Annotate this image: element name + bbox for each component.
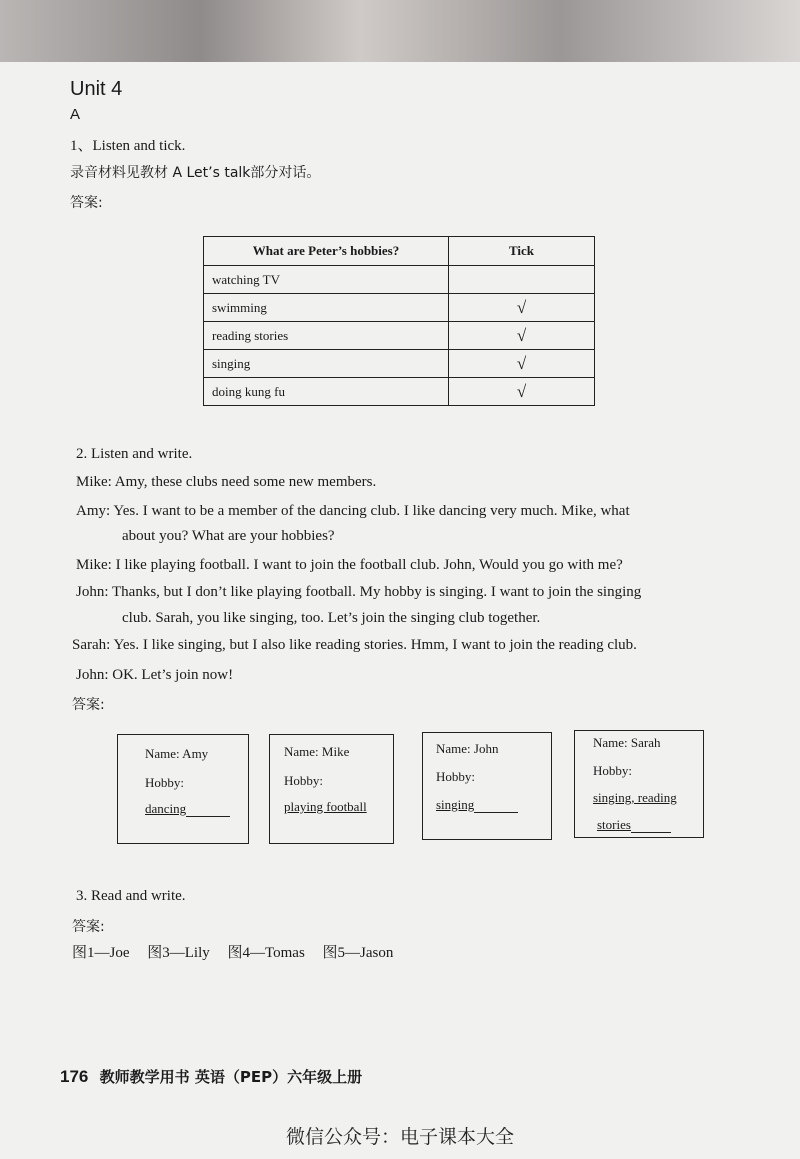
tick-mark [449,266,595,294]
table-cell-activity: doing kung fu [204,378,449,406]
hobby-tick-table [203,236,595,406]
hobby-card-john [422,732,552,840]
dialogue-text: Thanks, but I don’t like playing football. My hobby is singing. I want to join the singing [112,584,642,600]
table-cell-activity: watching TV [204,266,449,294]
dialogue-text: Yes. I want to be a member of the dancing club. I like dancing very much. Mike, what [113,503,630,519]
tick-mark: √ [449,350,595,378]
table-row [204,266,595,294]
card-name: Name: Mike [284,744,350,759]
card-hobby-label: Hobby: [284,773,323,788]
page-number: 176 [60,1067,89,1086]
ex3-answers [72,941,393,962]
dialogue-text: Yes. I like singing, but I also like reading stories. Hmm, I want to join the reading club. [113,637,637,653]
card-answer-continued: stories [597,817,671,833]
page-footer [60,1066,362,1087]
ex3-answer-item: 图3—Lily [147,945,210,961]
card-answer: playing football [284,799,367,814]
book-title: 教师教学用书 英语（PEP）六年级上册 [99,1068,363,1086]
ex3-heading: 3. Read and write. [76,888,186,904]
table-cell-activity: swimming [204,294,449,322]
ex3-answer-item: 图5—Jason [322,945,394,961]
dialogue-line [76,582,641,602]
dialogue-text: I like playing football. I want to join the football club. John, Would you go with me? [115,557,623,573]
card-name: Name: John [436,741,499,756]
tick-mark: √ [449,322,595,350]
dialogue-speaker: John: [76,667,109,683]
card-hobby-label: Hobby: [593,763,632,778]
ex3-answer-item: 图1—Joe [72,945,130,961]
table-row [204,350,595,378]
hobby-card-mike [269,734,394,844]
dialogue-speaker: Amy: [76,503,111,519]
table-row [204,294,595,322]
watermark-text: 微信公众号：电子课本大全 [285,1126,514,1148]
dialogue-text: OK. Let’s join now! [112,667,234,683]
table-header-row [204,237,595,266]
card-hobby-label: Hobby: [145,775,184,790]
card-answer: singing, reading [593,790,677,805]
dialogue-speaker: John: [76,584,109,600]
card-name: Name: Sarah [593,735,661,750]
ex3-answer-label: 答案: [72,919,105,935]
dialogue-line [76,501,630,521]
ex3-answer-item: 图4—Tomas [227,945,305,961]
tick-mark: √ [449,294,595,322]
card-hobby-label: Hobby: [436,769,475,784]
ex1-note: 录音材料见教材 A Let’s talk部分对话。 [70,165,321,181]
dialogue-text: about you? What are your hobbies? [122,528,335,544]
ex1-heading: 1、Listen and tick. [70,138,186,154]
dialogue-text: club. Sarah, you like singing, too. Let’s join the singing club together. [122,610,541,626]
table-row [204,378,595,406]
table-row [204,322,595,350]
tick-mark: √ [449,378,595,406]
unit-title: Unit 4 [70,78,123,100]
section-label: A [70,106,81,123]
dialogue-speaker: Mike: [76,474,112,490]
dialogue-speaker: Mike: [76,557,112,573]
ex2-heading: 2. Listen and write. [76,446,193,462]
ex1-answer-label: 答案: [70,195,103,211]
ex2-answer-label: 答案: [72,697,105,713]
dialogue-line [76,665,233,685]
dialogue-text: Amy, these clubs need some new members. [114,474,377,490]
dialogue-line [72,635,637,655]
table-cell-activity: singing [204,350,449,378]
card-answer: singing [436,797,518,813]
decorative-cover-band [0,0,800,62]
card-answer: dancing [145,801,230,817]
hobby-card-sarah [574,730,704,838]
hobby-card-amy [117,734,249,844]
card-name: Name: Amy [145,746,209,761]
table-cell-activity: reading stories [204,322,449,350]
dialogue-line [76,555,623,575]
table-header-hobbies: What are Peter’s hobbies? [204,237,449,266]
table-header-tick: Tick [449,237,595,266]
dialogue-speaker: Sarah: [72,637,111,653]
dialogue-line [76,472,376,492]
